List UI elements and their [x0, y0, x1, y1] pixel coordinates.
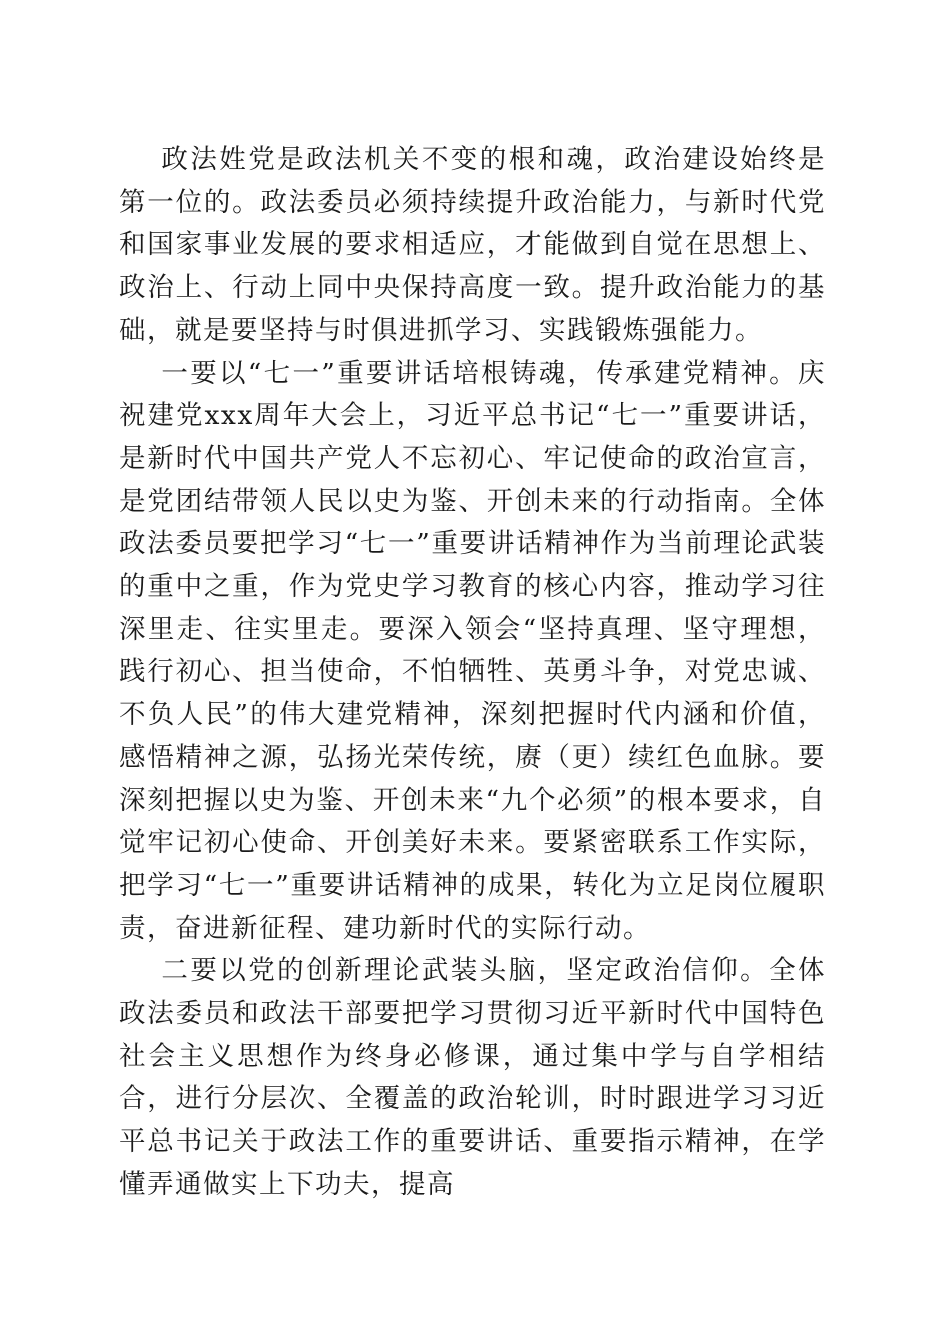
- paragraph-political-construction: 政法姓党是政法机关不变的根和魂，政治建设始终是第一位的。政法委员必须持续提升政治能力，与新时代党和国家事业发展的要求相适应，才能做到自觉在思想上、政治上、行动上同中央保持高度一致。提升政治能力的基础，就是要坚持与时俱进抓学习、实践锻炼强能力。: [119, 144, 826, 346]
- paragraph-innovative-theory: 二要以党的创新理论武装头脑，坚定政治信仰。全体政法委员和政法干部要把学习贯彻习近平新时代中国特色社会主义思想作为终身必修课，通过集中学与自学相结合，进行分层次、全覆盖的政治轮训，时时跟进学习习近平总书记关于政法工作的重要讲话、重要指示精神，在学懂弄通做实上下功夫，提高: [119, 955, 826, 1200]
- document-body: [119, 139, 826, 1207]
- paragraph-july-first-speech: 一要以“七一”重要讲话培根铸魂，传承建党精神。庆祝建党xxx周年大会上，习近平总书记“七一”重要讲话，是新时代中国共产党人不忘初心、牢记使命的政治宣言，是党团结带领人民以史为鉴、开创未来的行动指南。全体政法委员要把学习“七一”重要讲话精神作为当前理论武装的重中之重，作为党史学习教育的核心内容，推动学习往深里走、往实里走。要深入领会“坚持真理、坚守理想，践行初心、担当使命，不怕牺牲、英勇斗争，对党忠诚、不负人民”的伟大建党精神，深刻把握时代内涵和价值，感悟精神之源，弘扬光荣传统，赓（更）续红色血脉。要深刻把握以史为鉴、开创未来“九个必须”的根本要求，自觉牢记初心使命、开创美好未来。要紧密联系工作实际，把学习“七一”重要讲话精神的成果，转化为立足岗位履职责，奋进新征程、建功新时代的实际行动。: [119, 357, 826, 944]
